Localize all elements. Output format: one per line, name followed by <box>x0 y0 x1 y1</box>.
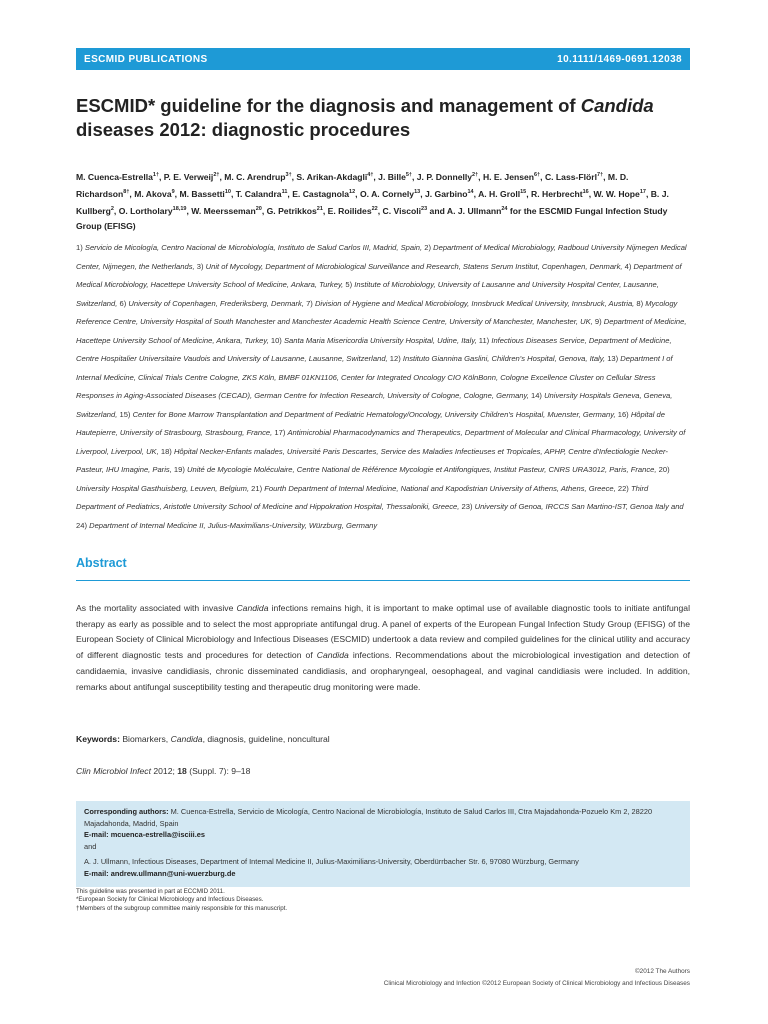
affiliation: 19) Unité de Mycologie Moléculaire, Centre National de Référence Mycologie et Antifongiques, Institut Pasteur, CNRS URA3012, Paris, France, <box>173 465 659 474</box>
correspondence-author1: Corresponding authors: M. Cuenca-Estrella, Servicio de Micología, Centro Nacional de Microbiología, Instituto de Salud Carlos III, Ctra Majadahonda-Pozuelo Km 2, 28220 Majadahonda, Madrid, Spain <box>84 807 653 828</box>
affiliation: 12) Instituto Giannina Gaslini, Children's Hospital, Genova, Italy, <box>389 354 608 363</box>
author: C. Lass-Flörl$^{7\dagger}$ <box>544 171 604 182</box>
footnotes <box>76 888 287 913</box>
affiliation: 18) Hôpital Necker-Enfants malades, Université Paris Descartes, Service des Maladies Infectieuses et Tropicales, APHP, Centre d'Infectiologie Necker-Pasteur, IHU Imagine, Paris, <box>76 446 668 474</box>
correspondence-box-continued <box>76 856 690 887</box>
affiliation: 5) Institute of Microbiology, University of Lausanne and University Hospital Center, Lausanne, Switzerland, <box>76 280 659 308</box>
affiliation: 24) Department of Internal Medicine II, Julius-Maximilians-University, Würzburg, Germany <box>76 520 378 530</box>
author: B. J. Kullberg$^2$ <box>76 188 669 216</box>
author: T. Calandra$^{11}$ <box>235 188 288 199</box>
author-affiliation-marker: 15 <box>520 188 527 195</box>
author-affiliation-marker: 2 <box>110 205 114 212</box>
author: M. C. Arendrup$^{3\dagger}$ <box>224 171 292 182</box>
abstract-heading: Abstract <box>76 556 127 570</box>
affiliation: 21) Fourth Department of Internal Medicine, National and Kapodistrian University of Athens, Athens, Greece, <box>251 483 618 493</box>
study-group: for the ESCMID Fungal Infection Study Group (EFISG) <box>76 205 668 231</box>
affiliation: 17) Antimicrobial Pharmacodynamics and Therapeutics, Department of Molecular and Clinical Pharmacology, University of Liverpool, Liverpool, UK, <box>76 428 686 456</box>
author-affiliation-marker: 3† <box>285 172 292 178</box>
affiliation-list <box>76 239 690 535</box>
affiliation: 14) University Hospitals Geneva, Geneva, Switzerland, <box>76 391 673 419</box>
author-affiliation-marker: 22 <box>371 205 378 212</box>
affiliation: 22) Third Department of Pediatrics, Aristotle University School of Medicine and Hippokration Hospital, Thessaloniki, Greece, <box>76 483 649 511</box>
author-affiliation-marker: 24 <box>501 205 508 212</box>
author: M. Bassetti$^{10}$ <box>179 188 231 199</box>
journal-copyright: Clinical Microbiology and Infection ©2012 European Society of Clinical Microbiology and Infectious Diseases <box>383 980 690 987</box>
footnote-3: †Members of the subgroup committee mainly responsible for this manuscript. <box>76 904 288 912</box>
author: R. Herbrecht$^{16}$ <box>531 188 589 199</box>
affiliation: 3) Unit of Mycology, Department of Microbiological Surveillance and Research, Statens Serum Institut, Copenhagen, Denmark, <box>196 261 625 271</box>
title-italic: Candida <box>580 95 654 116</box>
author-affiliation-marker: 16 <box>582 188 589 195</box>
author-affiliation-marker: 23 <box>421 205 428 212</box>
footnote-2: *European Society for Clinical Microbiology and Infectious Diseases. <box>76 896 264 904</box>
author-affiliation-marker: 8† <box>123 188 130 195</box>
author: S. Arikan-Akdagli$^{4\dagger}$ <box>296 171 374 182</box>
author: C. Viscoli$^{23}$ <box>382 205 428 216</box>
footnote-1: This guideline was presented in part at ECCMID 2011. <box>76 888 225 895</box>
author: W. Meersseman$^{20}$ <box>191 205 262 216</box>
author-affiliation-marker: 12 <box>349 188 356 195</box>
author: M. Cuenca-Estrella$^{1\dagger}$ <box>76 171 160 182</box>
affiliation: 2) Department of Medical Microbiology, Radboud University Nijmegen Medical Center, Nijmegen, the Netherlands, <box>76 243 687 271</box>
author-affiliation-marker: 6† <box>534 172 541 178</box>
author-affiliation-marker: 18,19 <box>172 205 187 212</box>
abstract-text: As the mortality associated with invasive Candida infections remains high, it is important to make optimal use of available diagnostic tools to initiate antifungal therapy as early as possible and to select the most appropriate antifungal drug. A panel of experts of the European Fungal Infection Study Group (EFISG) of the European Society of Clinical Microbiology and Infectious Diseases (ESCMID) undertook a data review and compiled guidelines for the clinical utility and accuracy of different diagnostic tests and procedures for detection of Candida infections. Recommendations about the microbiological investigation and detection of candidaemia, invasive candidiasis, chronic disseminated candidiasis, and oropharyngeal, oesophageal, and vaginal candidiasis were included. In addition, remarks about antifungal susceptibility testing and therapeutic drug monitoring were made. <box>76 603 690 692</box>
author: E. Castagnola$^{12}$ <box>292 188 356 199</box>
author-affiliation-marker: 1† <box>152 172 160 178</box>
email-link-1[interactable]: mcuenca-estrella@isciii.es <box>110 830 206 839</box>
author-affiliation-marker: 5† <box>405 172 412 178</box>
author: O. A. Cornely$^{13}$ <box>359 188 421 199</box>
email-link-2[interactable]: andrew.ullmann@uni-wuerzburg.de <box>110 868 236 878</box>
article-title: ESCMID* guideline for the diagnosis and management of Candida diseases 2012: diagnostic procedures <box>76 95 654 140</box>
correspondence-box <box>76 801 690 856</box>
author: G. Petrikkos$^{21}$ <box>266 205 323 216</box>
author: P. E. Verweij$^{2\dagger}$ <box>163 171 220 182</box>
affiliation: 15) Center for Bone Marrow Transplantation and Department of Pediatric Hematology/Oncology, University Children's Hospital, Muenster, Germany, <box>119 409 618 419</box>
author-affiliation-marker: 10 <box>224 188 231 195</box>
copyright: ©2012 The Authors <box>634 968 690 975</box>
author: M. D. Richardson$^{8\dagger}$ <box>76 171 629 199</box>
author-affiliation-marker: 7† <box>597 172 604 178</box>
affiliation: 20) University Hospital Gasthuisberg, Leuven, Belgium, <box>76 465 670 493</box>
correspondence-and: and <box>84 841 97 851</box>
affiliation: 16) Hôpital de Hautepierre, University of Strasbourg, Strasbourg, France, <box>76 409 666 437</box>
correspondence-author2: A. J. Ullmann, Infectious Diseases, Department of Internal Medicine II, Julius-Maximilians-University, Oberdürrbacher Str. 6, 97080 Würzburg, Germany <box>84 857 579 866</box>
author-affiliation-marker: 11 <box>281 188 288 195</box>
affiliation: 23) University of Genoa, IRCCS San Martino-IST, Genoa Italy and <box>461 502 684 511</box>
doi-label[interactable]: 10.1111/1469-0691.12038 <box>557 53 682 65</box>
author-affiliation-marker: 17 <box>639 188 646 195</box>
author: H. E. Jensen$^{6\dagger}$ <box>482 171 541 182</box>
abstract-divider <box>76 580 690 581</box>
section-label: ESCMID PUBLICATIONS <box>84 53 208 65</box>
author: J. P. Donnelly$^{2\dagger}$ <box>416 171 479 182</box>
affiliation: 10) Santa Maria Misericordia University Hospital, Udine, Italy, <box>270 335 479 345</box>
affiliation: 6) University of Copenhagen, Frederiksberg, Denmark, <box>119 298 307 308</box>
affiliation: 9) Department of Medicine, Hacettepe University School of Medicine, Ankara, Turkey, <box>76 317 687 345</box>
author: W. W. Hope$^{17}$ <box>593 188 646 199</box>
author: A. J. Ullmann$^{24}$ <box>446 205 508 216</box>
keywords-label: Keywords: <box>76 734 120 744</box>
author-affiliation-marker: 14 <box>467 188 474 195</box>
author-affiliation-marker: 20 <box>255 205 262 212</box>
author-affiliation-marker: 4† <box>367 172 374 178</box>
affiliation: 7) Division of Hygiene and Medical Microbiology, Innsbruck Medical University, Innsbruck, Austria, <box>306 298 637 308</box>
author-affiliation-marker: 9 <box>171 188 175 195</box>
affiliation: 8) Mycology Reference Centre, University Hospital of South Manchester and Manchester Academic Health Science Centre, University of Manchester, Manchester, UK, <box>76 298 678 326</box>
author: E. Roilides$^{22}$ <box>327 205 378 216</box>
affiliation: 4) Department of Medical Microbiology, Hacettepe University School of Medicine, Ankara, Turkey, <box>76 261 682 289</box>
author: M. Akova$^9$ <box>134 188 175 199</box>
affiliation: 11) Infectious Diseases Service, Department of Medicine, Centre Hospitalier Universitaire Vaudois and University of Lausanne, Lausanne, Switzerland, <box>76 335 672 363</box>
author: A. H. Groll$^{15}$ <box>478 188 527 199</box>
author: J. Bille$^{5\dagger}$ <box>378 171 412 182</box>
correspondence-email2: E-mail: andrew.ullmann@uni-wuerzburg.de <box>84 868 236 878</box>
author-affiliation-marker: 2† <box>472 172 479 178</box>
citation: Clin Microbiol Infect 2012; 18 (Suppl. 7): 9–18 <box>76 766 251 776</box>
author-affiliation-marker: 21 <box>316 205 323 212</box>
keywords: Keywords: Biomarkers, Candida, diagnosis, guideline, noncultural <box>76 734 330 744</box>
author-affiliation-marker: 2† <box>213 172 220 178</box>
page-footer <box>384 966 690 990</box>
author: O. Lortholary$^{18,19}$ <box>118 205 187 216</box>
affiliation: 1) Servicio de Micología, Centro Nacional de Microbiología, Instituto de Salud Carlos III, Madrid, Spain, <box>76 243 425 252</box>
author-list: M. Cuenca-Estrella$^{1\dagger}$, P. E. Verweij$^{2\dagger}$, M. C. Arendrup$^{3\dagger}$, S. Arikan-Akdagli$^{4\dagger}$, J. Bille$^{5\dagger}$, J. P. Donnelly$^{2\dagger}$, H. E. Jensen$^{6\dagger}$, C. Lass-Flörl$^{7\dagger}$, M. D. Richardson$^{8\dagger}$, M. Akova$^9$, M. Bassetti$^{10}$, T. Calandra$^{11}$, E. Castagnola$^{12}$, O. A. Cornely$^{13}$, J. Garbino$^{14}$, A. H. Groll$^{15}$, R. Herbrecht$^{16}$, W. W. Hope$^{17}$, B. J. Kullberg$^2$, O. Lortholary$^{18,19}$, W. Meersseman$^{20}$, G. Petrikkos$^{21}$, E. Roilides$^{22}$, C. Viscoli$^{23}$ and A. J. Ullmann$^{24}$ for the ESCMID Fungal Infection Study Group (EFISG) <box>76 171 669 231</box>
author-affiliation-marker: 13 <box>414 188 421 195</box>
author: J. Garbino$^{14}$ <box>424 188 474 199</box>
journal-banner <box>76 48 690 70</box>
affiliation: 13) Department I of Internal Medicine, Clinical Trials Centre Cologne, ZKS Köln, BMBF 01KN1106, Center for Integrated Oncology CIO KölnBonn, Cologne Excellence Cluster on Cellular Stress Responses in Aging-Associated Diseases (CECAD), German Centre for Infection Research, University of Cologne, Cologne, Germany, <box>76 354 673 400</box>
correspondence-email1: E-mail: mcuenca-estrella@isciii.es <box>84 830 206 839</box>
